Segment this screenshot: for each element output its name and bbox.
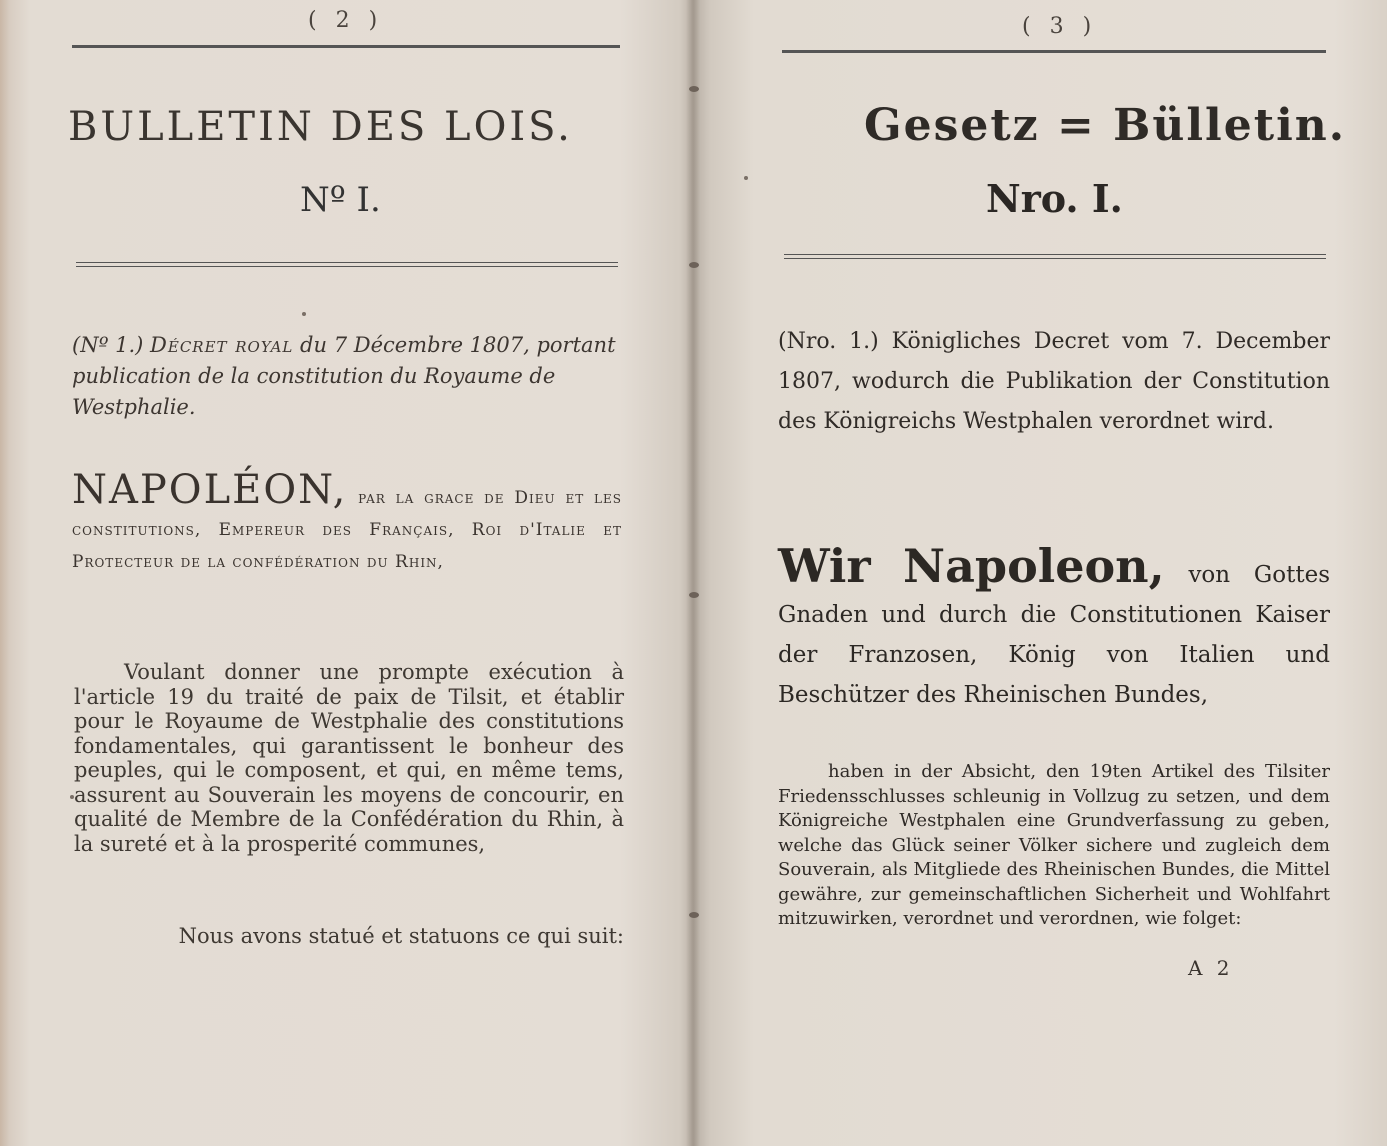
page-number: ( 2 ) [308,8,384,33]
page-number: ( 3 ) [1022,14,1098,39]
title-rule [76,262,618,267]
gutter-shadow [686,0,700,1146]
decree-ref: (Nº 1.) [72,333,144,357]
binding-stitch [689,592,699,598]
binding-stitch [689,262,699,268]
binding-stitch [689,912,699,918]
decree-text: Königliches Decret vom 7. December 1807, wodurch die Publikation der Constitution des Königreichs Westphalen verordnet wird. [778,329,1330,434]
bulletin-title: BULLETIN DES LOIS. [68,104,573,150]
napoleon-name: NAPOLÉON, [72,467,348,513]
napoleon-titles: von Gottes Gnaden und durch die Constitutionen Kaiser der Franzosen, König von Italien und Beschützer des Rheinischen Bundes, [778,562,1331,708]
napoleon-titles: par la grace de Dieu et les constitutions, Empereur des Français, Roi d'Italie et Protecteur de la confédération du Rhin, [72,488,623,572]
decree-heading [72,330,622,423]
napoleon-intro [778,539,1331,715]
bulletin-number: Nro. I. [986,176,1123,221]
decree-rest: du 7 Décembre 1807, portant publication de la constitution du Royaume de Westphalie. [72,333,616,419]
bulletin-title: Gesetz = Bülletin. [864,100,1347,151]
paper-speck [302,312,306,316]
header-rule [782,50,1326,53]
signature-mark: A 2 [1188,956,1234,980]
paper-speck [70,795,74,799]
decree-head: Décret royal [150,333,294,357]
paper-speck [744,176,748,180]
right-page [694,0,1387,1146]
title-rule [784,254,1326,259]
napoleon-name: Wir Napoleon, [778,539,1165,593]
binding-stitch [689,86,699,92]
body-paragraph: Voulant donner une prompte exécution à l'article 19 du traité de paix de Tilsit, et établir pour le Royaume de Westphalie des constitutions fondamentales, qui garantissent le bonheur des peuples, qui le composent, et qui, en même tems, assurent au Souverain les moyens de concourir, en qualité de Membre de la Confédération du Rhin, à la sureté et à la prosperité communes, [74,660,624,856]
napoleon-intro [72,467,623,578]
header-rule [72,45,620,48]
statement-line: Nous avons statué et statuons ce qui suit: [178,924,624,948]
bulletin-number: Nº I. [300,180,381,220]
decree-heading [778,322,1330,442]
body-paragraph: haben in der Absicht, den 19ten Artikel des Tilsiter Friedensschlusses schleunig in Vollzug zu setzen, und dem Königreiche Westphalen eine Grundverfassung zu geben, welche das Glück seiner Völker sichere und zugleich dem Souverain, als Mitgliede des Rheinischen Bundes, die Mittel gewähre, zur gemeinschaftlichen Sicherheit und Wohlfahrt mitzuwirken, verordnet und verordnen, wie folget: [778,761,1330,929]
decree-ref: (Nro. 1.) [778,329,879,354]
